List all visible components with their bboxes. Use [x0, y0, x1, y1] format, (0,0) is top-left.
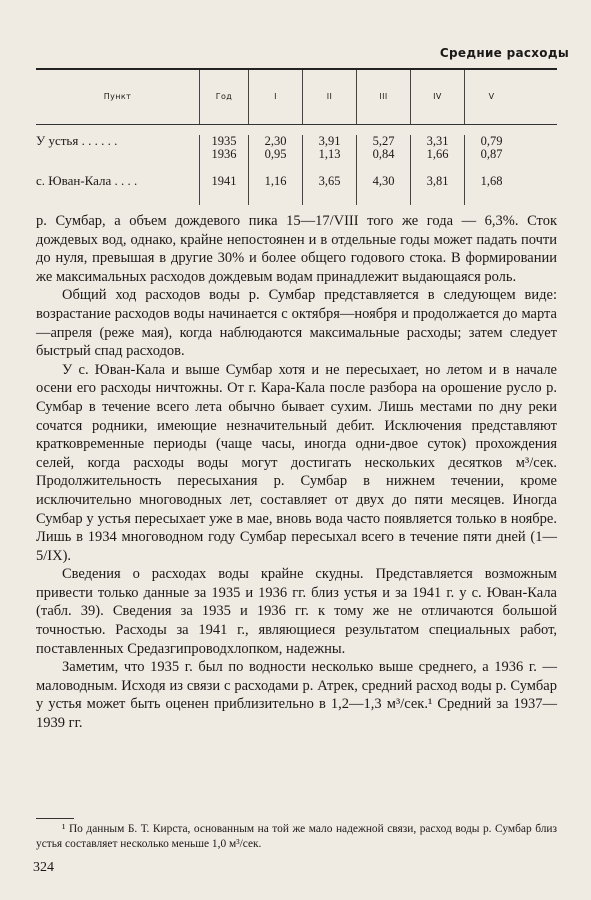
paragraph: У с. Юван-Кала и выше Сумбар хотя и не пересыхает, но летом и в начале осени его расходы ничтожны. От г. Кара-Кала после разбора на орошение русло р. Сумбар в течение всего лета обычно бывает сухим. Лишь местами по дну реки сочатся родники, имеющие незначительный дебит. Исключения представляют кратковременные периоды (чаще часы, иногда одни-двое суток) прохождения селей, когда расходы воды могут достигать нескольких десятков м³/сек. Продолжительность пересыхания р. Сумбар в нижнем течении, кроме исключительно многоводных лет, составляет от двух до пяти месяцев. Иногда Сумбар у устья пересыхает уже в мае, вновь вода часто появляется только в ноябре. Лишь в 1934 многоводном году Сумбар пересыхал всего в течение пяти дней (1—5/IX). — [36, 361, 557, 564]
flow-value: 1,13 — [318, 147, 341, 161]
month-cell — [302, 135, 356, 175]
paragraph: Общий ход расходов воды р. Сумбар представляется в следующем виде: возрастание расходов воды начинается с октября—ноября и продолжается до марта—апреля (реже мая), когда наблюдаются максимальные расходы; затем следует быстрый спад расходов. — [36, 287, 557, 360]
table-row — [36, 125, 557, 175]
footnote-text: ¹ По данным Б. Т. Кирста, основанным на той же мало надежной связи, расход воды р. Сумбар близ устья составляет несколько меньше 1,0 м³/сек. — [36, 823, 557, 850]
year-value: 1941 — [199, 175, 248, 205]
year-value: 1936 — [211, 147, 237, 161]
row-label: с. Юван-Кала . . . . — [36, 173, 138, 188]
flow-value: 0,79 — [480, 134, 503, 148]
column-header-month-3: III — [356, 70, 410, 124]
flow-value: 4,30 — [356, 175, 410, 205]
page-number: 324 — [33, 860, 54, 875]
month-cell — [356, 135, 410, 175]
column-header-punkt: Пункт — [103, 92, 132, 101]
paragraph: Сведения о расходах воды крайне скудны. Представляется возможным привести только данные за 1935 и 1936 гг. близ устья и за 1941 г. у с. Юван-Кала (табл. 39). Сведения за 1935 и 1936 гг. к тому же не отличаются большой точностью. Расходы за 1941 г., являющиеся результатом специальных работ, поставленных Средазгипроводхлопком, надежны. — [36, 566, 557, 657]
flow-value: 0,87 — [480, 147, 503, 161]
flow-value: 5,27 — [372, 134, 395, 148]
flow-value: 3,65 — [302, 175, 356, 205]
footnote — [36, 822, 557, 852]
flow-value: 1,66 — [426, 147, 449, 161]
flow-value: 3,81 — [410, 175, 464, 205]
flow-value: 1,16 — [248, 175, 302, 205]
year-cell — [199, 135, 248, 175]
flow-value: 0,84 — [372, 147, 395, 161]
flow-value: 3,91 — [318, 134, 341, 148]
column-header-month-1: I — [248, 70, 302, 124]
month-cell — [464, 135, 518, 175]
year-value: 1935 — [211, 134, 237, 148]
footnote-rule — [36, 818, 74, 819]
column-header-month-5: V — [464, 70, 518, 124]
flow-value: 3,31 — [426, 134, 449, 148]
body-text — [36, 212, 557, 733]
flow-value: 1,68 — [464, 175, 518, 205]
table-row — [36, 175, 557, 205]
month-cell — [248, 135, 302, 175]
column-header-year: Год — [199, 70, 248, 124]
row-label: У устья . . . . . . — [36, 133, 118, 148]
column-header-month-4: IV — [410, 70, 464, 124]
flow-table — [36, 68, 557, 205]
flow-value: 2,30 — [264, 134, 287, 148]
paragraph: Заметим, что 1935 г. был по водности несколько выше среднего, а 1936 г. — маловодным. Исходя из связи с расходами р. Атрек, средний расход воды р. Сумбар у устья может быть оценен приблизительно в 1,2—1,3 м³/сек.¹ Средний за 1937—1939 гг. — [36, 659, 557, 732]
table-header-row — [36, 70, 557, 125]
running-header: Средние расходы — [439, 46, 569, 60]
paragraph-continued: р. Сумбар, а объем дождевого пика 15—17/VIII того же года — 6,3%. Сток дождевых вод, однако, крайне непостоянен и в отдельные годы может падать почти до нуля, превышая в другие 30% и более общего годового стока. В формировании же максимальных расходов дождевым водам принадлежит выдающаяся роль. — [36, 213, 557, 285]
flow-value: 0,95 — [264, 147, 287, 161]
month-cell — [410, 135, 464, 175]
column-header-month-2: II — [302, 70, 356, 124]
